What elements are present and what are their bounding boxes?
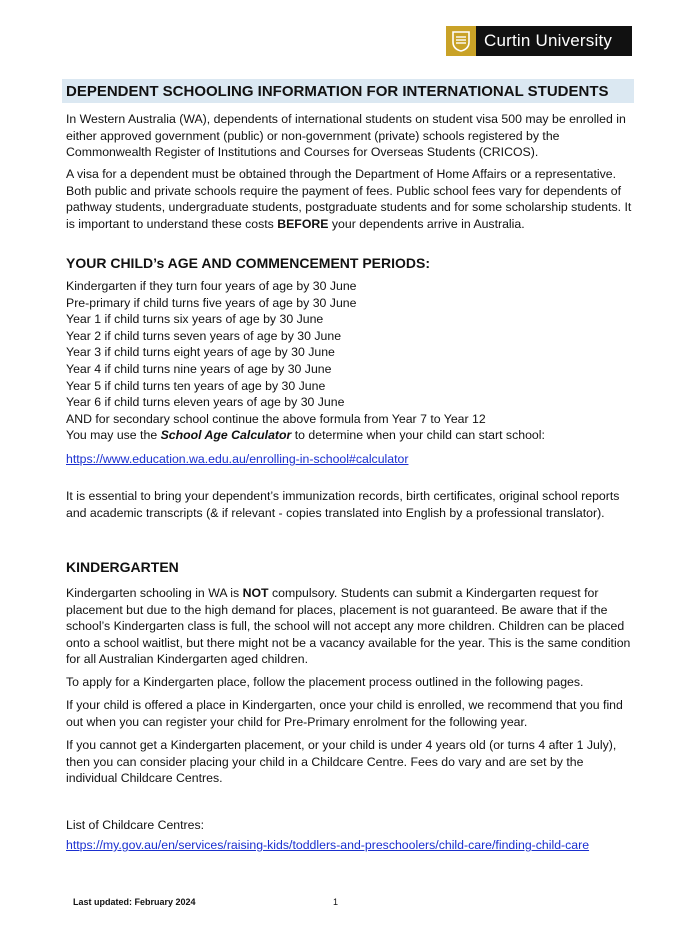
age-heading: YOUR CHILD’s AGE AND COMMENCEMENT PERIODS:: [66, 255, 431, 271]
age-line: Year 3 if child turns eight years of age by 30 June: [66, 345, 335, 360]
records-paragraph: It is essential to bring your dependent’s immunization records, birth certificates, original school reports and academic transcripts (& if relevant - copies translated into English by a professional translator).: [66, 489, 620, 520]
intro-paragraph: In Western Australia (WA), dependents of international students on student visa 500 may be enrolled in either approved government (public) or non-government (private) schools registered by the Commonwealth Register of Institutions and Courses for Overseas Students (CRICOS).: [66, 112, 626, 160]
age-line: AND for secondary school continue the above formula from Year 7 to Year 12: [66, 411, 486, 426]
crest-icon: [446, 26, 476, 56]
logo-text: Curtin University: [484, 31, 613, 50]
age-line: Year 5 if child turns ten years of age by 30 June: [66, 378, 326, 393]
curtin-logo: [446, 26, 632, 56]
kindergarten-heading: KINDERGARTEN: [66, 559, 179, 575]
kindergarten-paragraph-2: To apply for a Kindergarten place, follow the placement process outlined in the following pages.: [66, 675, 584, 689]
last-updated: Last updated: February 2024: [73, 897, 196, 907]
kindergarten-paragraph-4: If you cannot get a Kindergarten placement, or your child is under 4 years old (or turns 4 after 1 July), then you can consider placing your child in a Childcare Centre. Fees do vary and are set by the individual Childcare Centres.: [66, 738, 617, 786]
calculator-link[interactable]: https://www.education.wa.edu.au/enrolling-in-school#calculator: [66, 452, 409, 466]
age-list: [66, 278, 638, 444]
age-line: Kindergarten if they turn four years of age by 30 June: [66, 279, 357, 293]
age-line: Year 6 if child turns eleven years of age by 30 June: [66, 395, 345, 410]
kindergarten-paragraph-3: If your child is offered a place in Kindergarten, once your child is enrolled, we recommend that you find out when you can register your child for Pre-Primary enrolment for the following year.: [66, 698, 623, 729]
kindergarten-paragraph-1: Kindergarten schooling in WA is NOT compulsory. Students can submit a Kindergarten request for placement but due to the high demand for places, placement is not guaranteed. Be aware that if the school’s Kindergarten class is full, the school will not accept any more children. Children can be placed onto a school waitlist, but there might not be a vacancy available for the year. This is the same condition for all Australian Kindergarten aged children.: [66, 586, 631, 667]
calculator-line: You may use the School Age Calculator to determine when your child can start school:: [66, 428, 545, 443]
page-number: 1: [333, 897, 339, 907]
age-line: Pre-primary if child turns five years of age by 30 June: [66, 295, 357, 310]
childcare-label: List of Childcare Centres:: [66, 818, 205, 832]
age-line: Year 1 if child turns six years of age by 30 June: [66, 312, 324, 327]
calculator-link-line: [66, 451, 638, 468]
visa-paragraph: A visa for a dependent must be obtained through the Department of Home Affairs or a representative. Both public and private schools require the payment of fees. Public school fees vary for dependents of pathway students, undergraduate students, postgraduate students and for some scholarship students. It is important to understand these costs BEFORE your dependents arrive in Australia.: [66, 167, 632, 231]
page-title: DEPENDENT SCHOOLING INFORMATION FOR INTERNATIONAL STUDENTS: [66, 83, 609, 100]
age-line: Year 4 if child turns nine years of age by 30 June: [66, 361, 332, 376]
childcare-link[interactable]: https://my.gov.au/en/services/raising-kids/toddlers-and-preschoolers/child-care/finding-child-care: [66, 838, 590, 852]
childcare-link-line: [66, 837, 638, 854]
age-line: Year 2 if child turns seven years of age by 30 June: [66, 328, 342, 343]
